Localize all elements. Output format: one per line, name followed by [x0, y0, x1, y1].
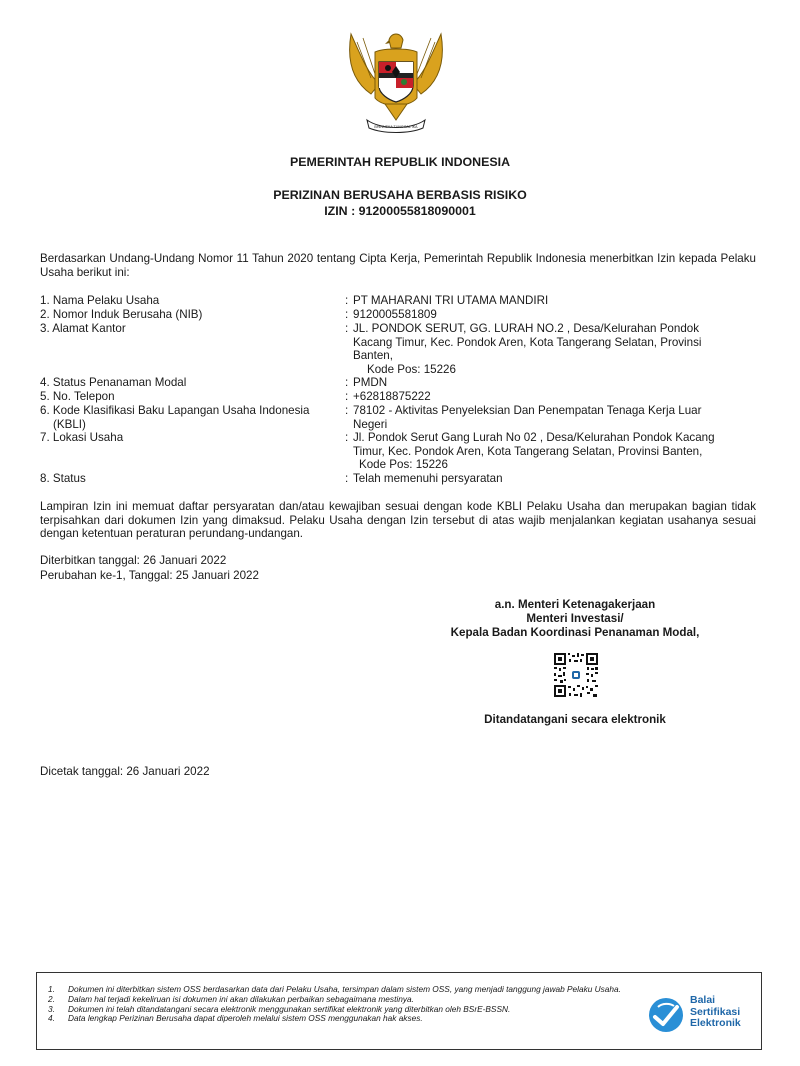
field-value: 78102 - Aktivitas Penyeleksian Dan Penempatan Tenaga Kerja Luar Negeri [353, 404, 702, 431]
footer-notes [48, 985, 638, 1024]
footer-note: 2. Dalam hal terjadi kekeliruan isi dokumen ini akan dilakukan perbaikan sebagaimana mestinya. [48, 993, 414, 1004]
field-label-line: (KBLI) [53, 417, 86, 431]
field-label: 4. Status Penanaman Modal [40, 376, 187, 389]
signatory-line: Kepala Badan Koordinasi Penanaman Modal, [450, 626, 700, 639]
permit-number: IZIN : 91200055818090001 [324, 204, 476, 218]
intro-paragraph: Berdasarkan Undang-Undang Nomor 11 Tahun 2020 tentang Cipta Kerja, Pemerintah Republik Indonesia menerbitkan Izin kepada Pelaku Usaha berikut ini: [40, 252, 756, 279]
field-extra: Kode Pos: 15226 [359, 458, 448, 472]
field-value: Telah memenuhi persyaratan [353, 472, 503, 485]
footer-note: 1. Dokumen ini diterbitkan sistem OSS berdasarkan data dari Pelaku Usaha, tersimpan dalam sistem OSS, yang menjadi tanggung jawab Pelaku Usaha. [48, 984, 621, 994]
field-value: +62818875222 [353, 390, 431, 403]
field-label: 3. Alamat Kantor [40, 322, 126, 335]
signatory-line: Menteri Investasi/ [526, 612, 624, 625]
government-title: PEMERINTAH REPUBLIK INDONESIA [289, 155, 511, 169]
field-label: 8. Status [40, 472, 86, 485]
issued-date: Diterbitkan tanggal: 26 Januari 2022 [40, 554, 227, 567]
qr-code-icon [553, 652, 599, 698]
field-value: Jl. Pondok Serut Gang Lurah No 02 , Desa/Kelurahan Pondok Kacang Timur, Kec. Pondok Aren, Kota Tangerang Selatan, Provinsi Banten, [353, 431, 715, 458]
attachment-paragraph: Lampiran Izin ini memuat daftar persyaratan dan/atau kewajiban sesuai dengan kode KBLI Pelaku Usaha dan merupakan bagian tidak terpisahkan dari dokumen Izin yang dimaksud. Pelaku Usaha dengan Izin tersebut di atas wajib menjalankan kegiatan usahanya sesuai dengan ketentuan peraturan perundang-undangan. [40, 500, 756, 541]
bsre-logo-text: Balai Sertifikasi Elektronik [690, 994, 741, 1030]
revision-date: Perubahan ke-1, Tanggal: 25 Januari 2022 [40, 569, 259, 582]
signatory-line: a.n. Menteri Ketenagakerjaan [494, 598, 656, 611]
field-value: 9120005581809 [353, 308, 437, 321]
field-label-line: 6. Kode Klasifikasi Baku Lapangan Usaha Indonesia [40, 404, 310, 417]
field-label: 2. Nomor Induk Berusaha (NIB) [40, 308, 203, 321]
field-label: 5. No. Telepon [40, 390, 115, 403]
document-title: PERIZINAN BERUSAHA BERBASIS RISIKO [273, 188, 527, 202]
field-label: 7. Lokasi Usaha [40, 431, 124, 444]
footer-note: 3. Dokumen ini telah ditandatangani secara elektronik menggunakan sertifikat elektronik yang diterbitkan oleh BSrE-BSSN. [48, 1003, 511, 1014]
field-extra: Kode Pos: 15226 [367, 362, 456, 376]
bsre-logo-icon [646, 995, 686, 1035]
footer-note: 4. Data lengkap Perizinan Berusaha dapat diperoleh melalui sistem OSS menggunakan hak akses. [48, 1013, 423, 1024]
garuda-emblem-icon [345, 28, 447, 136]
field-value: PT MAHARANI TRI UTAMA MANDIRI [353, 294, 549, 307]
field-value: JL. PONDOK SERUT, GG. LURAH NO.2 , Desa/Kelurahan Pondok Kacang Timur, Kec. Pondok Aren, Kota Tangerang Selatan, Provinsi Banten, [353, 322, 702, 363]
field-label [40, 404, 340, 431]
printed-date: Dicetak tanggal: 26 Januari 2022 [40, 765, 210, 778]
field-value: PMDN [353, 376, 388, 389]
field-label: 1. Nama Pelaku Usaha [40, 294, 160, 307]
signed-electronically: Ditandatangani secara elektronik [484, 713, 666, 726]
emblem-motto: BHINNEKA TUNGGAL IKA [374, 125, 418, 129]
